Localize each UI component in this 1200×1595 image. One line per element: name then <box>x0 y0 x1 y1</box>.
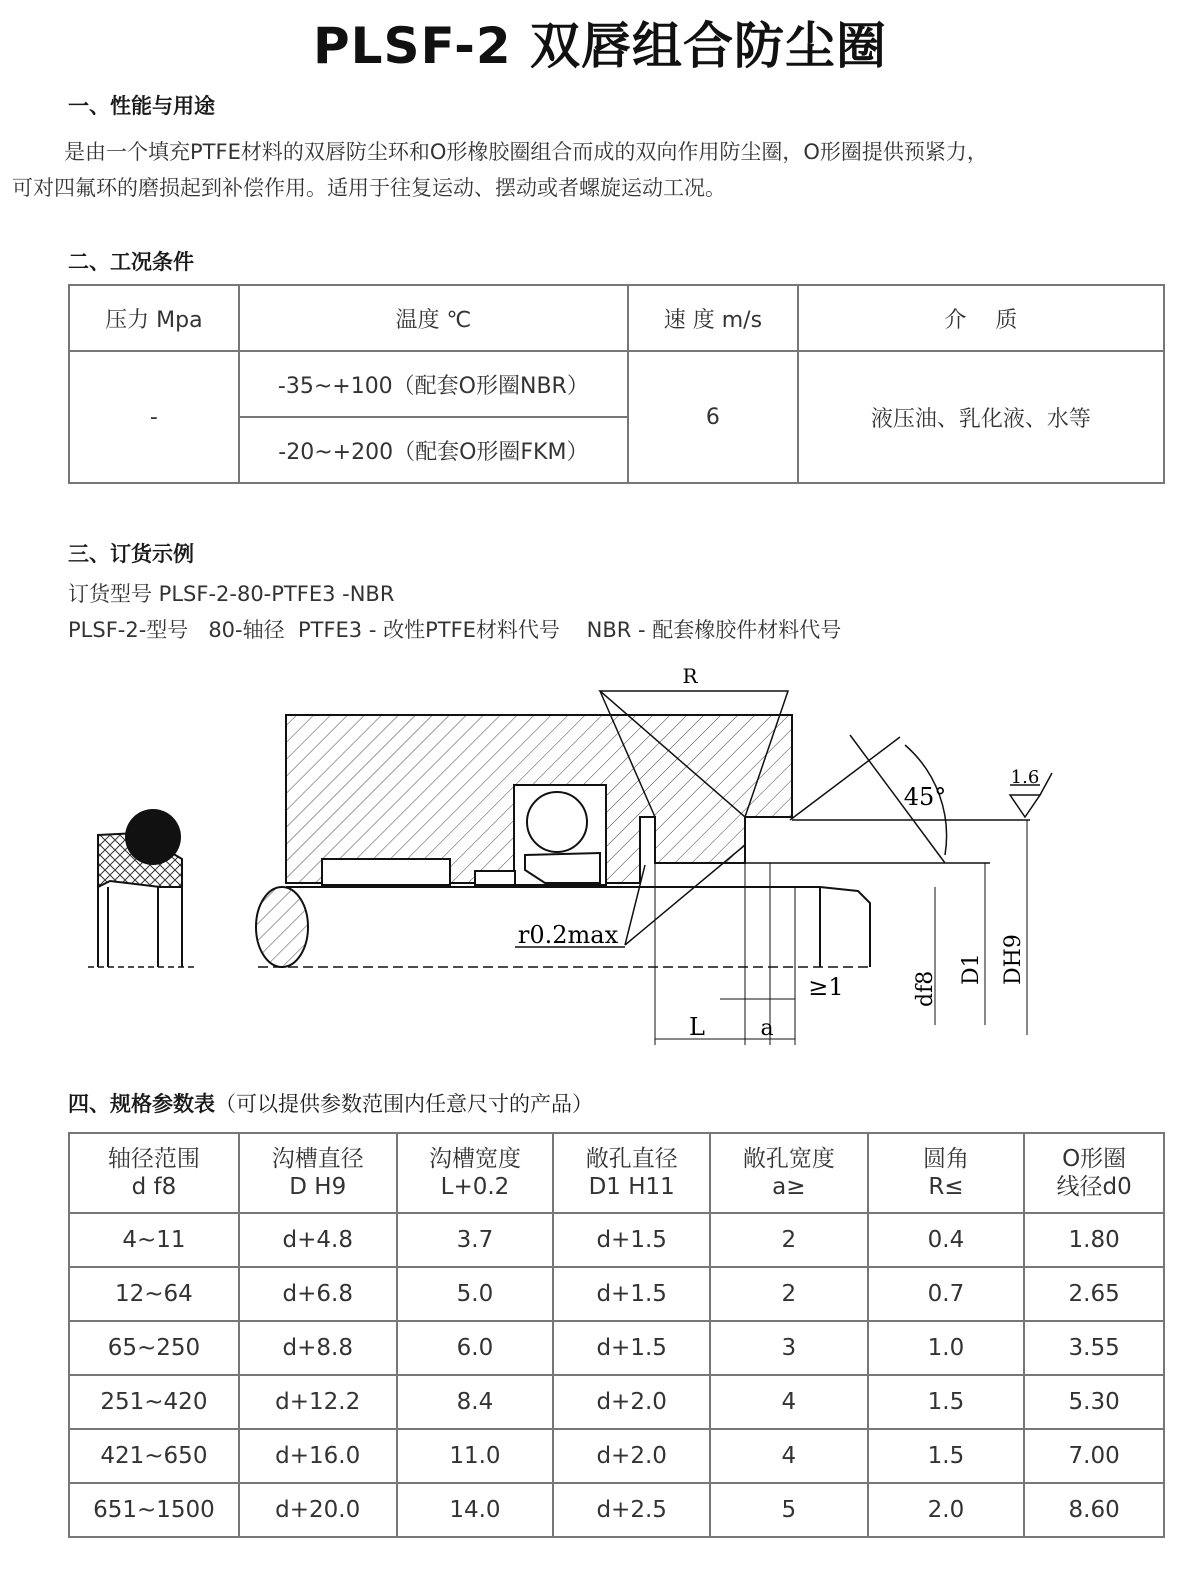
spec-cell: 14.0 <box>397 1483 554 1537</box>
spec-cell: 3.55 <box>1024 1321 1164 1375</box>
specs-heading-note: （可以提供参数范围内任意尺寸的产品） <box>215 1092 593 1116</box>
spec-header-cell <box>239 1133 397 1213</box>
pressure-value: - <box>69 351 239 483</box>
order-example-line-2: PLSF-2-型号 80-轴径 PTFE3 - 改性PTFE材料代号 NBR - 配套橡胶件材料代号 <box>68 618 842 642</box>
page-title: PLSF-2 双唇组合防尘圈 <box>312 17 888 75</box>
label-1-6: 1.6 <box>1010 767 1040 788</box>
spec-header-row <box>69 1133 1164 1213</box>
section-heading-specs <box>68 1088 593 1118</box>
spec-cell: 8.60 <box>1024 1483 1164 1537</box>
spec-cell: 4~11 <box>69 1213 239 1267</box>
spec-cell: d+1.5 <box>553 1321 710 1375</box>
label-D1: D1 <box>959 953 984 985</box>
spec-cell: d+20.0 <box>239 1483 397 1537</box>
spec-header-cell <box>69 1133 239 1213</box>
conditions-table <box>68 284 1165 484</box>
spec-cell: 6.0 <box>397 1321 554 1375</box>
spec-cell: 0.4 <box>868 1213 1025 1267</box>
housing-body <box>286 715 792 885</box>
table-row <box>69 1483 1164 1537</box>
spec-cell: 421~650 <box>69 1429 239 1483</box>
medium-value: 液压油、乳化液、水等 <box>798 351 1164 483</box>
spec-header-line: 圆角 <box>922 1146 969 1172</box>
spec-cell: 1.0 <box>868 1321 1025 1375</box>
spec-cell: d+2.0 <box>553 1375 710 1429</box>
spec-header-line: R≤ <box>928 1174 964 1200</box>
spec-cell: 2.65 <box>1024 1267 1164 1321</box>
table-row <box>69 1429 1164 1483</box>
spec-header-cell <box>397 1133 554 1213</box>
specs-heading-text: 四、规格参数表 <box>68 1092 215 1116</box>
spec-cell: d+16.0 <box>239 1429 397 1483</box>
spec-cell: 1.5 <box>868 1375 1025 1429</box>
spec-header-cell <box>1024 1133 1164 1213</box>
spec-cell: 2 <box>710 1267 868 1321</box>
performance-paragraph <box>12 134 1192 206</box>
spec-cell: 2.0 <box>868 1483 1025 1537</box>
table-row <box>69 1267 1164 1321</box>
spec-cell: 251~420 <box>69 1375 239 1429</box>
spec-cell: d+1.5 <box>553 1267 710 1321</box>
spec-cell: 0.7 <box>868 1267 1025 1321</box>
label-R: R <box>682 664 698 688</box>
spec-cell: d+2.5 <box>553 1483 710 1537</box>
spec-header-cell <box>553 1133 710 1213</box>
spec-cell: 8.4 <box>397 1375 554 1429</box>
spec-cell: 12~64 <box>69 1267 239 1321</box>
section-heading-conditions: 二、工况条件 <box>68 250 194 274</box>
performance-line-1: 是由一个填充PTFE材料的双唇防尘环和O形橡胶圈组合而成的双向作用防尘圈，O形圈提供预紧力， <box>64 140 988 164</box>
spec-cell: d+12.2 <box>239 1375 397 1429</box>
table-row <box>69 1321 1164 1375</box>
order-example-line-1: 订货型号 PLSF-2-80-PTFE3 -NBR <box>68 582 395 606</box>
spec-header-line: 敞孔宽度 <box>742 1146 835 1172</box>
spec-cell: 4 <box>710 1375 868 1429</box>
spec-header-line: 轴径范围 <box>107 1146 200 1172</box>
label-DH9: DH9 <box>1001 934 1026 985</box>
spec-cell: 4 <box>710 1429 868 1483</box>
spec-header-line: O形圈 <box>1062 1146 1127 1172</box>
header-speed: 速 度 m/s <box>628 285 798 351</box>
spec-cell: 11.0 <box>397 1429 554 1483</box>
header-temperature: 温度 ℃ <box>239 285 628 351</box>
spec-cell: 1.5 <box>868 1429 1025 1483</box>
spec-header-line: D1 H11 <box>588 1174 675 1200</box>
section-heading-order: 三、订货示例 <box>68 542 194 566</box>
spec-cell: 3 <box>710 1321 868 1375</box>
spec-header-line: d f8 <box>131 1174 177 1200</box>
spec-header-line: 敞孔直径 <box>585 1146 678 1172</box>
seal-profile <box>88 809 198 967</box>
spec-cell: 7.00 <box>1024 1429 1164 1483</box>
spec-cell: d+1.5 <box>553 1213 710 1267</box>
spec-header-cell <box>868 1133 1025 1213</box>
label-a: a <box>760 1016 774 1041</box>
spec-cell: 65~250 <box>69 1321 239 1375</box>
spec-table <box>68 1132 1165 1538</box>
header-medium: 介 质 <box>798 285 1164 351</box>
label-L: L <box>689 1013 705 1041</box>
spec-cell: 3.7 <box>397 1213 554 1267</box>
spec-cell: 5.0 <box>397 1267 554 1321</box>
spec-header-line: 沟槽直径 <box>271 1146 364 1172</box>
spec-cell: 5 <box>710 1483 868 1537</box>
spec-header-line: a≥ <box>772 1174 806 1200</box>
table-row <box>69 1213 1164 1267</box>
temperature-nbr: -35~+100（配套O形圈NBR） <box>239 351 628 417</box>
spec-cell: 651~1500 <box>69 1483 239 1537</box>
section-heading-performance: 一、性能与用途 <box>68 94 215 118</box>
label-df8: df8 <box>913 970 938 1007</box>
label-ge1: ≥1 <box>808 973 844 1001</box>
spec-cell: d+8.8 <box>239 1321 397 1375</box>
spec-cell: d+4.8 <box>239 1213 397 1267</box>
speed-value: 6 <box>628 351 798 483</box>
spec-cell: d+2.0 <box>553 1429 710 1483</box>
groove-cross-section-diagram <box>0 655 1200 1055</box>
spec-cell: 1.80 <box>1024 1213 1164 1267</box>
table-row <box>69 1375 1164 1429</box>
spec-cell: 2 <box>710 1213 868 1267</box>
spec-header-cell <box>710 1133 868 1213</box>
label-r0-2max: r0.2max <box>517 921 619 949</box>
label-45: 45° <box>903 783 947 811</box>
spec-cell: d+6.8 <box>239 1267 397 1321</box>
header-pressure: 压力 Mpa <box>69 285 239 351</box>
spec-header-line: 沟槽宽度 <box>428 1146 521 1172</box>
spec-header-line: 线径d0 <box>1056 1174 1132 1200</box>
spec-header-line: D H9 <box>289 1174 347 1200</box>
temperature-fkm: -20~+200（配套O形圈FKM） <box>239 417 628 483</box>
spec-header-line: L+0.2 <box>440 1174 510 1200</box>
performance-line-2: 可对四氟环的磨损起到补偿作用。适用于往复运动、摆动或者螺旋运动工况。 <box>12 176 726 200</box>
spec-cell: 5.30 <box>1024 1375 1164 1429</box>
